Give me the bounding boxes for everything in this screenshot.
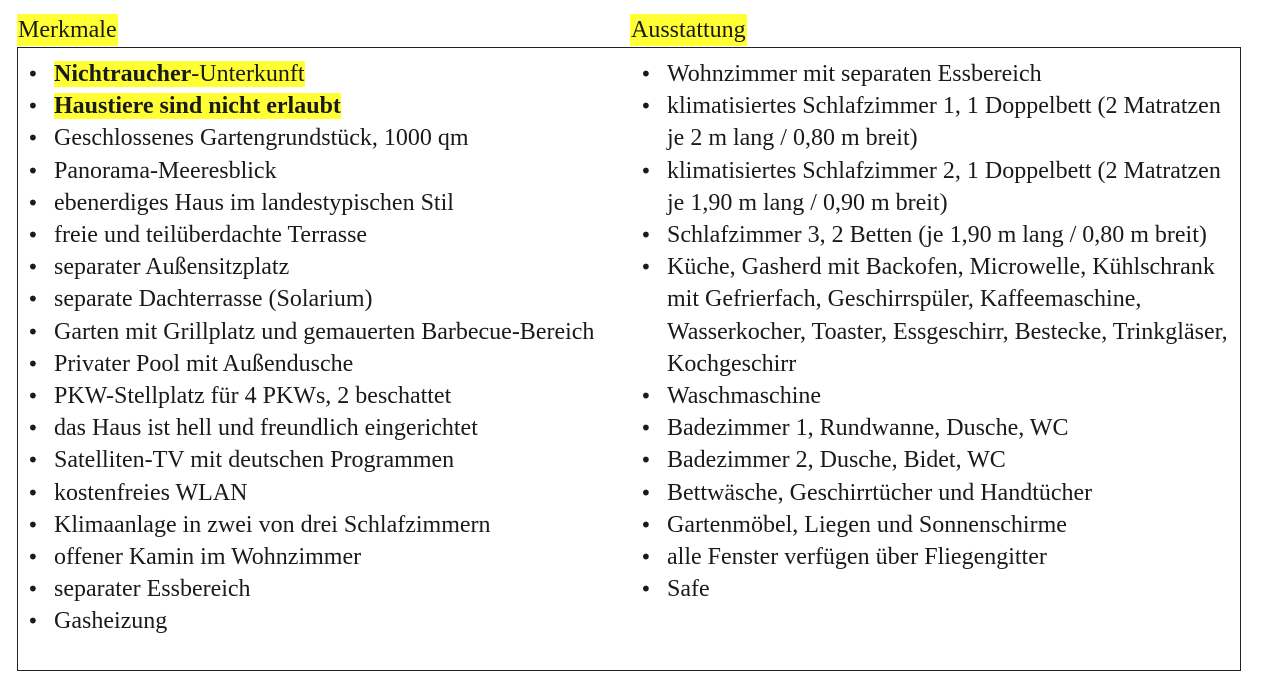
list-item: [25, 90, 625, 122]
list-item: [25, 58, 625, 90]
list-item: • Satelliten-TV mit deutschen Programmen: [25, 444, 625, 476]
ausstattung-column: [638, 58, 1238, 605]
merkmale-column: [25, 58, 625, 638]
list-item: • PKW-Stellplatz für 4 PKWs, 2 beschattet: [25, 380, 625, 412]
nonsmoker-label: Nichtraucher: [54, 61, 192, 87]
list-item: • alle Fenster verfügen über Fliegengitter: [638, 541, 1238, 573]
list-item: • separate Dachterrasse (Solarium): [25, 283, 625, 315]
ausstattung-list: [638, 58, 1238, 605]
list-item: • klimatisiertes Schlafzimmer 1, 1 Doppelbett (2 Matratzen je 2 m lang / 0,80 m breit): [638, 90, 1238, 154]
list-item: • freie und teilüberdachte Terrasse: [25, 219, 625, 251]
list-item: • klimatisiertes Schlafzimmer 2, 1 Doppelbett (2 Matratzen je 1,90 m lang / 0,90 m breit): [638, 155, 1238, 219]
list-item: • Safe: [638, 573, 1238, 605]
list-item: • Wohnzimmer mit separaten Essbereich: [638, 58, 1238, 90]
no-pets-label: Haustiere sind nicht erlaubt: [54, 93, 341, 120]
list-item: • Klimaanlage in zwei von drei Schlafzimmern: [25, 509, 625, 541]
list-item: • Badezimmer 1, Rundwanne, Dusche, WC: [638, 412, 1238, 444]
list-item: • das Haus ist hell und freundlich eingerichtet: [25, 412, 625, 444]
list-item: • Schlafzimmer 3, 2 Betten (je 1,90 m lang / 0,80 m breit): [638, 219, 1238, 251]
merkmale-header: Merkmale: [17, 14, 118, 46]
ausstattung-header: Ausstattung: [630, 14, 747, 46]
list-item: • Küche, Gasherd mit Backofen, Microwelle, Kühlschrank mit Gefrierfach, Geschirrspüler, Kaffeemaschine, Wasserkocher, Toaster, Essgeschirr, Bestecke, Trinkgläser, Kochgeschirr: [638, 251, 1238, 380]
list-item: • Privater Pool mit Außendusche: [25, 348, 625, 380]
list-item: • separater Außensitzplatz: [25, 251, 625, 283]
features-table: [17, 47, 1241, 671]
list-item: • Waschmaschine: [638, 380, 1238, 412]
list-item: • ebenerdiges Haus im landestypischen Stil: [25, 187, 625, 219]
list-item: • Bettwäsche, Geschirrtücher und Handtücher: [638, 477, 1238, 509]
list-item: • separater Essbereich: [25, 573, 625, 605]
merkmale-list: [25, 58, 625, 638]
nonsmoker-suffix: -Unterkunft: [191, 61, 305, 87]
list-item: • kostenfreies WLAN: [25, 477, 625, 509]
list-item: • Gartenmöbel, Liegen und Sonnenschirme: [638, 509, 1238, 541]
list-item: • Gasheizung: [25, 605, 625, 637]
list-item: • Geschlossenes Gartengrundstück, 1000 qm: [25, 122, 625, 154]
list-item: • Panorama-Meeresblick: [25, 155, 625, 187]
list-item: • Garten mit Grillplatz und gemauerten Barbecue-Bereich: [25, 316, 625, 348]
list-item: • Badezimmer 2, Dusche, Bidet, WC: [638, 444, 1238, 476]
list-item: • offener Kamin im Wohnzimmer: [25, 541, 625, 573]
